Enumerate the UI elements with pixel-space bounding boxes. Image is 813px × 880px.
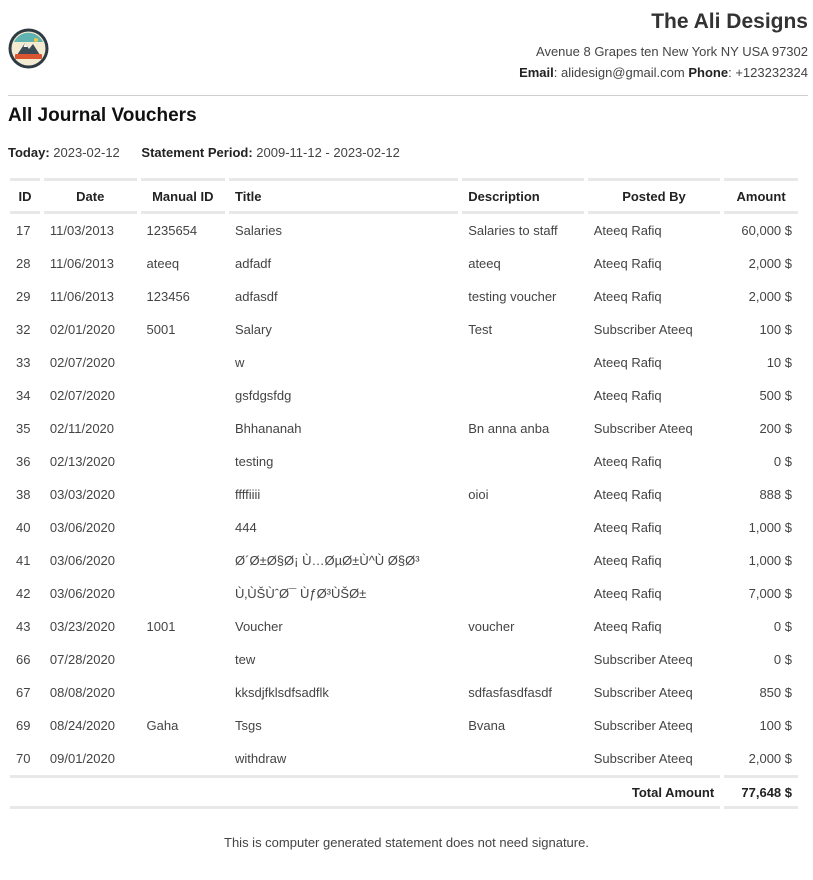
- cell-description: voucher: [468, 619, 515, 634]
- cell-amount: 850 $: [759, 685, 792, 700]
- cell-manual-id: 5001: [146, 322, 176, 337]
- cell-id: 34: [16, 388, 31, 403]
- cell-date: 03/03/2020: [49, 487, 115, 502]
- col-header-date: Date: [44, 178, 137, 214]
- table-row: [10, 577, 798, 610]
- table-row: [10, 511, 798, 544]
- cell-posted-by: Ateeq Rafiq: [593, 619, 662, 634]
- statement-period-value: 2009-11-12 - 2023-02-12: [256, 145, 400, 160]
- cell-manual-id: 1235654: [146, 223, 198, 238]
- email-value: alidesign@gmail.com: [560, 65, 685, 80]
- cell-title: gsfdgsfdg: [235, 388, 292, 403]
- cell-manual-id: [141, 379, 225, 412]
- email-label: Email: [519, 65, 554, 80]
- cell-date: 03/23/2020: [49, 619, 115, 634]
- cell-id: 32: [16, 322, 31, 337]
- cell-description: oioi: [468, 487, 489, 502]
- cell-manual-id: [141, 346, 225, 379]
- cell-amount: 1,000 $: [748, 520, 792, 535]
- cell-title: Salary: [235, 322, 272, 337]
- cell-title: testing: [235, 454, 274, 469]
- cell-posted-by: Subscriber Ateeq: [593, 718, 693, 733]
- cell-id: 17: [16, 223, 31, 238]
- table-row: [10, 709, 798, 742]
- cell-amount: 2,000 $: [748, 751, 792, 766]
- cell-date: 07/28/2020: [49, 652, 115, 667]
- vouchers-table: [6, 178, 802, 809]
- cell-manual-id: ateeq: [146, 256, 180, 271]
- cell-amount: 7,000 $: [748, 586, 792, 601]
- cell-posted-by: Subscriber Ateeq: [593, 751, 693, 766]
- cell-manual-id: 1001: [146, 619, 176, 634]
- cell-id: 70: [16, 751, 31, 766]
- cell-date: 02/01/2020: [49, 322, 115, 337]
- table-row: [10, 544, 798, 577]
- cell-id: 40: [16, 520, 31, 535]
- cell-description: [462, 445, 584, 478]
- col-header-manual-id: Manual ID: [141, 178, 225, 214]
- cell-description: testing voucher: [468, 289, 557, 304]
- cell-posted-by: Ateeq Rafiq: [593, 289, 662, 304]
- cell-amount: 60,000 $: [741, 223, 792, 238]
- cell-date: 02/07/2020: [49, 355, 115, 370]
- company-address: Avenue 8 Grapes ten New York NY USA 97302: [536, 44, 808, 59]
- cell-id: 35: [16, 421, 31, 436]
- footer-note: This is computer generated statement does not need signature.: [224, 835, 589, 850]
- cell-date: 02/11/2020: [49, 421, 115, 436]
- cell-id: 36: [16, 454, 31, 469]
- total-amount: 77,648 $: [724, 775, 798, 809]
- cell-description: [462, 742, 584, 775]
- cell-amount: 0 $: [773, 619, 792, 634]
- cell-id: 29: [16, 289, 31, 304]
- table-row: [10, 412, 798, 445]
- cell-amount: 200 $: [759, 421, 792, 436]
- phone-label: Phone: [688, 65, 729, 80]
- cell-title: Salaries: [235, 223, 282, 238]
- cell-title: ffffiiii: [235, 487, 261, 502]
- total-row: [10, 775, 798, 809]
- cell-amount: 100 $: [759, 322, 792, 337]
- cell-date: 03/06/2020: [49, 586, 115, 601]
- cell-posted-by: Ateeq Rafiq: [593, 223, 662, 238]
- company-contact: Email: alidesign@gmail.com Phone: +123232324: [519, 65, 808, 80]
- table-row: [10, 478, 798, 511]
- cell-description: [462, 544, 584, 577]
- table-row: [10, 742, 798, 775]
- cell-date: 02/13/2020: [49, 454, 115, 469]
- cell-date: 08/08/2020: [49, 685, 115, 700]
- cell-description: Salaries to staff: [468, 223, 558, 238]
- today-value: 2023-02-12: [53, 145, 120, 160]
- cell-description: [462, 346, 584, 379]
- cell-id: 43: [16, 619, 31, 634]
- col-header-posted-by: Posted By: [588, 178, 720, 214]
- cell-id: 66: [16, 652, 31, 667]
- cell-id: 33: [16, 355, 31, 370]
- cell-posted-by: Ateeq Rafiq: [593, 520, 662, 535]
- cell-date: 02/07/2020: [49, 388, 115, 403]
- col-header-id: ID: [10, 178, 40, 214]
- cell-posted-by: Ateeq Rafiq: [593, 256, 662, 271]
- table-row: [10, 346, 798, 379]
- cell-amount: 2,000 $: [748, 256, 792, 271]
- cell-posted-by: Subscriber Ateeq: [593, 421, 693, 436]
- cell-amount: 2,000 $: [748, 289, 792, 304]
- cell-title: kksdjfklsdfsadflk: [235, 685, 329, 700]
- cell-description: [462, 511, 584, 544]
- cell-description: [462, 577, 584, 610]
- cell-amount: 500 $: [759, 388, 792, 403]
- cell-title: Bhhananah: [235, 421, 302, 436]
- cell-title: tew: [235, 652, 256, 667]
- cell-title: adfasdf: [235, 289, 278, 304]
- cell-posted-by: Ateeq Rafiq: [593, 454, 662, 469]
- cell-id: 42: [16, 586, 31, 601]
- cell-manual-id: [141, 412, 225, 445]
- cell-title: Ø´Ø±Ø§Ø¡ Ù…ØµØ±Ù^Ù Ø§Ø³: [235, 553, 420, 568]
- statement-period-label: Statement Period:: [141, 145, 253, 160]
- table-row: [10, 643, 798, 676]
- cell-posted-by: Subscriber Ateeq: [593, 652, 693, 667]
- today-label: Today:: [8, 145, 50, 160]
- cell-title: Voucher: [235, 619, 283, 634]
- cell-date: 11/03/2013: [49, 223, 115, 238]
- cell-manual-id: Gaha: [146, 718, 179, 733]
- cell-date: 03/06/2020: [49, 520, 115, 535]
- header-divider: [8, 95, 808, 96]
- cell-manual-id: [141, 676, 225, 709]
- company-name: The Ali Designs: [651, 10, 808, 33]
- cell-description: ateeq: [468, 256, 501, 271]
- cell-id: 67: [16, 685, 31, 700]
- table-row: [10, 445, 798, 478]
- report-meta: [8, 145, 400, 160]
- cell-title: withdraw: [235, 751, 287, 766]
- cell-manual-id: [141, 643, 225, 676]
- cell-title: Ù‚ÙŠÙˆØ¯ ÙƒØ³ÙŠØ±: [235, 586, 367, 601]
- cell-posted-by: Ateeq Rafiq: [593, 487, 662, 502]
- cell-posted-by: Subscriber Ateeq: [593, 685, 693, 700]
- cell-description: [462, 643, 584, 676]
- cell-manual-id: [141, 511, 225, 544]
- cell-amount: 10 $: [766, 355, 792, 370]
- cell-description: Test: [468, 322, 493, 337]
- cell-description: [462, 379, 584, 412]
- table-header-row: [10, 178, 798, 214]
- table-row: [10, 214, 798, 247]
- cell-manual-id: 123456: [146, 289, 190, 304]
- col-header-amount: Amount: [724, 178, 798, 214]
- cell-id: 69: [16, 718, 31, 733]
- cell-title: Tsgs: [235, 718, 262, 733]
- cell-posted-by: Ateeq Rafiq: [593, 355, 662, 370]
- phone-value: +123232324: [735, 65, 808, 80]
- cell-id: 38: [16, 487, 31, 502]
- cell-amount: 100 $: [759, 718, 792, 733]
- cell-amount: 888 $: [759, 487, 792, 502]
- cell-manual-id: [141, 445, 225, 478]
- cell-title: 444: [235, 520, 257, 535]
- cell-id: 28: [16, 256, 31, 271]
- cell-date: 09/01/2020: [49, 751, 115, 766]
- col-header-description: Description: [462, 178, 584, 214]
- cell-manual-id: [141, 742, 225, 775]
- table-row: [10, 313, 798, 346]
- cell-posted-by: Ateeq Rafiq: [593, 388, 662, 403]
- cell-manual-id: [141, 544, 225, 577]
- cell-amount: 1,000 $: [748, 553, 792, 568]
- company-logo-icon: [8, 28, 49, 69]
- cell-description: Bn anna anba: [468, 421, 550, 436]
- cell-description: Bvana: [468, 718, 506, 733]
- cell-amount: 0 $: [773, 454, 792, 469]
- cell-description: sdfasfasdfasdf: [468, 685, 553, 700]
- cell-date: 03/06/2020: [49, 553, 115, 568]
- cell-title: adfadf: [235, 256, 272, 271]
- table-row: [10, 676, 798, 709]
- cell-amount: 0 $: [773, 652, 792, 667]
- table-row: [10, 610, 798, 643]
- cell-date: 11/06/2013: [49, 289, 115, 304]
- cell-title: w: [235, 355, 245, 370]
- col-header-title: Title: [229, 178, 458, 214]
- table-row: [10, 280, 798, 313]
- cell-id: 41: [16, 553, 31, 568]
- cell-date: 08/24/2020: [49, 718, 115, 733]
- page-title: All Journal Vouchers: [8, 105, 197, 126]
- cell-manual-id: [141, 478, 225, 511]
- cell-posted-by: Subscriber Ateeq: [593, 322, 693, 337]
- table-row: [10, 247, 798, 280]
- table-row: [10, 379, 798, 412]
- cell-posted-by: Ateeq Rafiq: [593, 586, 662, 601]
- total-label: Total Amount: [10, 775, 720, 809]
- cell-date: 11/06/2013: [49, 256, 115, 271]
- cell-manual-id: [141, 577, 225, 610]
- cell-posted-by: Ateeq Rafiq: [593, 553, 662, 568]
